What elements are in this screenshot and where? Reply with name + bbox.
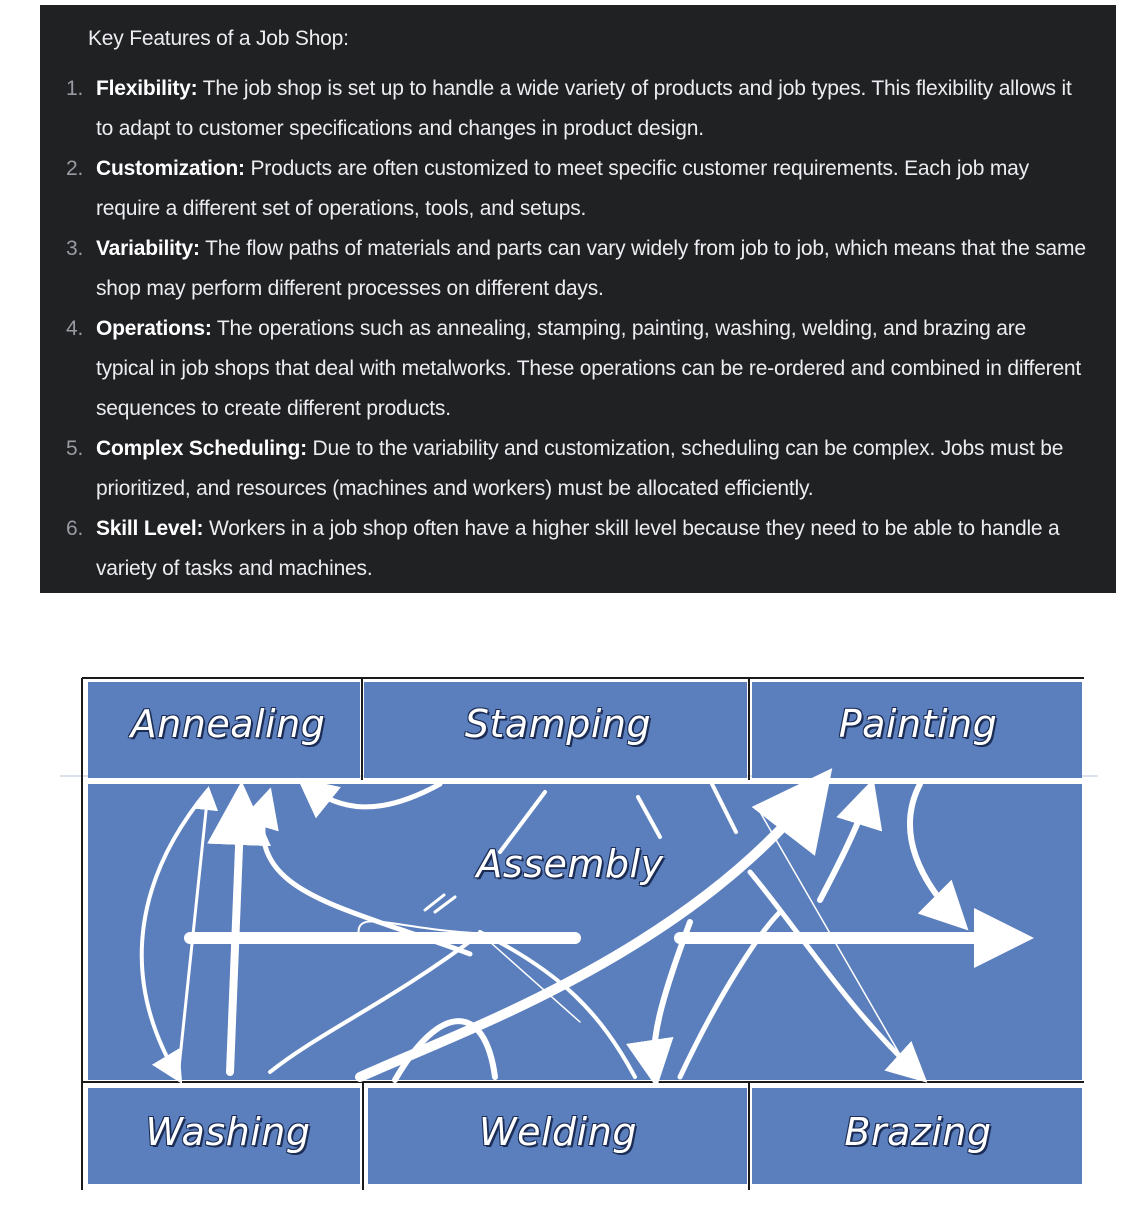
- feature-term: Customization:: [96, 157, 245, 180]
- list-number: 2.: [66, 157, 84, 180]
- list-number: 3.: [66, 237, 84, 260]
- list-number: 4.: [66, 317, 84, 340]
- annealing-label: Annealing: [130, 702, 326, 746]
- list-number: 1.: [66, 77, 84, 100]
- feature-item-variability: [40, 229, 1116, 309]
- feature-term: Skill Level:: [96, 517, 204, 540]
- panel-heading: Key Features of a Job Shop:: [88, 27, 349, 50]
- feature-text: Due to the variability and customization, scheduling can be complex. Jobs must be prioritized, and resources (machines and workers) must be allocated efficiently.: [96, 437, 1064, 500]
- list-number: 5.: [66, 437, 84, 460]
- assembly-label: Assembly: [476, 842, 664, 886]
- painting-label: Painting: [838, 702, 998, 746]
- list-number: 6.: [66, 517, 84, 540]
- feature-text: Products are often customized to meet specific customer requirements. Each job may require a different set of operations, tools, and setups.: [96, 157, 1029, 220]
- welding-label: Welding: [479, 1110, 637, 1154]
- feature-term: Flexibility:: [96, 77, 198, 100]
- feature-item-complex-scheduling: [40, 429, 1116, 509]
- feature-term: Variability:: [96, 237, 200, 260]
- washing-label: Washing: [145, 1110, 311, 1154]
- feature-item-customization: [40, 149, 1116, 229]
- feature-text: The operations such as annealing, stamping, painting, washing, welding, and brazing are typical in job shops that deal with metalworks. These operations can be re-ordered and combined in different sequences to create different products.: [96, 317, 1082, 420]
- chat-response-panel: [40, 5, 1116, 593]
- feature-text: The flow paths of materials and parts can vary widely from job to job, which means that the same shop may perform different processes on different days.: [96, 237, 1086, 300]
- brazing-label: Brazing: [844, 1110, 992, 1154]
- feature-list: [40, 69, 1116, 589]
- feature-text: The job shop is set up to handle a wide variety of products and job types. This flexibility allows it to adapt to customer specifications and changes in product design.: [96, 77, 1072, 140]
- feature-term: Operations:: [96, 317, 212, 340]
- feature-text: Workers in a job shop often have a higher skill level because they need to be able to handle a variety of tasks and machines.: [96, 517, 1060, 580]
- feature-term: Complex Scheduling:: [96, 437, 307, 460]
- job-shop-diagram: [60, 672, 1105, 1192]
- feature-item-skill-level: [40, 509, 1116, 589]
- feature-item-flexibility: [40, 69, 1116, 149]
- feature-item-operations: [40, 309, 1116, 429]
- stamping-label: Stamping: [464, 702, 652, 746]
